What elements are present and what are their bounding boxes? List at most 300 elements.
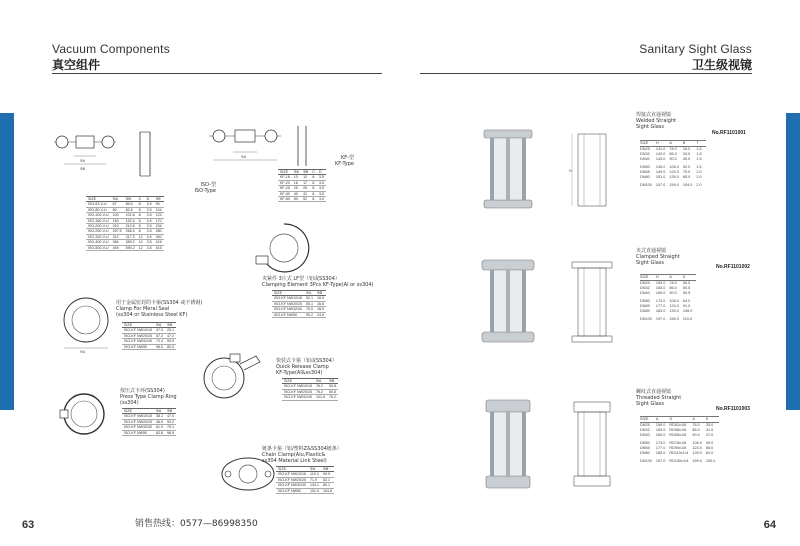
table-cell: 53.2	[166, 419, 174, 424]
table-cell: DN80	[640, 309, 650, 313]
table-cell: 183.0	[655, 309, 666, 313]
table-cell: DN65	[640, 304, 650, 308]
table-cell: RD58x1/6	[669, 428, 687, 432]
table-cell: 3.5	[146, 245, 152, 250]
table-cell: 26	[303, 186, 308, 191]
table-cell: RD95x1/6	[669, 446, 687, 450]
table-cell: DN32	[640, 152, 650, 156]
threaded-caption	[636, 389, 681, 407]
left-page-number: 63	[22, 519, 35, 531]
table-cell: 389.2	[125, 240, 135, 245]
clamped-spec-table	[640, 274, 696, 322]
column-header: ΦE	[155, 197, 161, 201]
table-cell: 70.0	[305, 307, 313, 312]
table-cell: DN100	[640, 317, 652, 321]
table-cell: ISO-100-V-U	[88, 213, 109, 218]
table-cell: RD65x1/6	[669, 433, 687, 437]
clamped-caption-en1: Clamped Straight	[636, 254, 680, 260]
welded-caption-en1: Welded Straight	[636, 118, 677, 124]
table-cell: 8	[312, 180, 315, 185]
table-cell: 67	[112, 202, 117, 207]
column-header: SIZE	[284, 379, 292, 383]
column-header: A	[692, 417, 706, 423]
table-cell: ISO-KF NW50	[124, 344, 147, 349]
table-cell: 38.1	[155, 414, 163, 419]
table-cell: ISO-KF NW20/25	[274, 301, 302, 306]
column-header: SIZE	[124, 323, 132, 327]
table-cell: 52.0	[682, 165, 691, 169]
table-row	[122, 414, 176, 419]
table-row	[122, 430, 176, 435]
table-cell: 2.0	[696, 175, 702, 179]
table-cell: 8	[312, 191, 315, 196]
column-header: ΦB	[303, 170, 309, 174]
table-cell: 3.5	[146, 207, 152, 212]
quick-release-caption-en1: Quick Release Clamp	[276, 364, 329, 370]
table-cell: 197.0	[655, 459, 666, 463]
table-cell: 2.0	[696, 170, 702, 174]
iso-spec-table	[86, 196, 164, 251]
column-header: K	[683, 275, 697, 281]
welded-spec-table	[640, 140, 706, 188]
chain-clamp-caption	[262, 446, 342, 464]
table-cell: 49.0	[705, 441, 714, 445]
clamp-3pc-caption-cn: 夹紧件 3片式 LF型（铝或SS304）	[262, 276, 340, 282]
welded-caption-cn: 焊接式直通视镜	[636, 112, 672, 118]
table-cell: 149.0	[655, 170, 666, 174]
table-cell: 25.0	[705, 423, 714, 427]
press-type-caption-en2: (ss304)	[120, 400, 139, 406]
table-cell: ISO-400-V-U	[88, 240, 109, 245]
table-cell: 99.9	[322, 472, 330, 477]
right-header-rule	[420, 73, 752, 74]
iso-caption	[170, 182, 216, 194]
welded-product-code: No.RF1101001	[712, 130, 746, 136]
table-cell: 257.5	[112, 229, 122, 234]
chain-clamp-caption-cn: 链条卡箍（铝/塑料Z&SS304链条）	[262, 446, 342, 452]
table-row	[640, 317, 696, 322]
table-cell: DN25	[640, 423, 650, 427]
table-cell: 1.5	[696, 152, 702, 156]
table-row	[122, 344, 176, 349]
column-header: B	[683, 141, 697, 147]
table-cell: 90.0	[669, 157, 677, 161]
table-cell: 64.0	[682, 299, 691, 303]
table-cell: 516	[155, 245, 162, 250]
table-cell: 384	[112, 240, 119, 245]
iso-ring-side-view	[132, 128, 168, 178]
table-cell: 80.1	[322, 483, 330, 488]
table-cell: 173.0	[655, 441, 666, 445]
table-cell: 95.2	[305, 312, 313, 317]
table-cell: DN65	[640, 170, 650, 174]
table-cell: 50	[293, 197, 298, 202]
table-cell: 55.1	[305, 301, 313, 306]
column-header: ΦB	[316, 291, 323, 295]
table-cell: 80	[112, 207, 117, 212]
table-cell: 104.0	[682, 183, 693, 187]
column-header: D	[146, 197, 150, 201]
table-cell: 3.5	[146, 240, 152, 245]
table-cell: ISO-250-V-U	[88, 229, 109, 234]
metal-seal-clamp-drawing	[60, 292, 112, 354]
column-header: SIZE	[88, 197, 96, 201]
press-type-spec-table	[122, 408, 176, 436]
clamp-3pc-caption	[262, 276, 373, 288]
kf-spec-table	[278, 169, 326, 202]
table-cell: 75.1	[166, 425, 174, 430]
table-cell: 24.9	[316, 312, 324, 317]
table-cell: DN40	[640, 291, 650, 295]
table-cell: DN32	[640, 286, 650, 290]
table-cell: 106.0	[682, 309, 693, 313]
table-cell: DN40	[640, 433, 650, 437]
table-cell: 177.0	[655, 446, 666, 450]
table-cell: 18.9	[316, 296, 324, 301]
column-header: ΦB	[125, 197, 131, 201]
column-header: SIZE	[124, 409, 132, 413]
table-cell: DN32	[640, 428, 650, 432]
iso-caption-cn: ISO-型	[200, 182, 216, 188]
metal-seal-caption-en1: Clamp For Meral Seal	[116, 306, 170, 312]
table-cell: DN80	[640, 175, 650, 179]
column-header: K	[706, 417, 720, 423]
table-cell: 173.0	[655, 299, 666, 303]
kf-ring-side-view	[290, 122, 320, 168]
table-cell: 139.0	[692, 451, 702, 455]
svg-text:ΦA: ΦA	[241, 155, 247, 159]
column-header: SIZE	[640, 141, 656, 147]
metal-seal-caption-en2: (ss304 or Stainless Steel KF)	[116, 312, 188, 318]
column-header: ΦB	[166, 323, 173, 327]
table-cell: 139.0	[669, 309, 679, 313]
table-cell: 139.0	[669, 175, 679, 179]
table-cell: 50.5	[682, 291, 691, 295]
table-cell: 50.8	[328, 384, 336, 389]
table-cell: 152.4	[125, 218, 135, 223]
table-cell: 197.0	[655, 317, 666, 321]
table-cell: 8	[138, 229, 141, 234]
quick-release-caption-en2: KF-Type(Al&ss304)	[276, 370, 323, 376]
table-cell: 12	[138, 245, 143, 250]
table-cell: 3.5	[318, 186, 324, 191]
table-cell: 169.0	[655, 291, 666, 295]
table-cell: ISO-500-V-U	[88, 245, 109, 250]
table-cell: 16	[293, 180, 298, 185]
metal-seal-caption	[116, 300, 202, 318]
column-header: T	[696, 141, 705, 147]
table-cell: 119.0	[682, 317, 693, 321]
table-cell: ISO-KF NW50	[274, 312, 297, 317]
chain-clamp-spec-table	[276, 466, 334, 494]
table-cell: 12	[303, 175, 308, 180]
table-cell: 1.5	[696, 147, 702, 151]
table-cell: ISO-160-V-U	[88, 218, 109, 223]
chain-clamp-caption-en1: Chain Clamp(Alu,Plastic&	[262, 452, 326, 458]
table-row	[272, 307, 326, 312]
table-cell: RD110x1/4	[669, 451, 689, 455]
column-header: SIZE	[274, 291, 282, 295]
left-side-tab	[0, 113, 14, 410]
iso-ring-drawing	[50, 128, 120, 178]
table-cell: 106.0	[692, 441, 702, 445]
column-header: ΦB	[328, 379, 335, 383]
table-cell: 17	[303, 180, 308, 185]
table-row	[282, 384, 338, 389]
table-cell: 100.0	[705, 459, 716, 463]
column-header: ΦA	[305, 291, 312, 295]
table-cell: ISO-63-V-U	[88, 202, 107, 207]
table-cell: 82.6	[125, 207, 133, 212]
table-cell: ISO-KF NW10/16	[278, 472, 306, 477]
table-cell: DN65	[640, 446, 650, 450]
table-cell: DN25	[640, 281, 650, 285]
table-cell: 12	[138, 240, 143, 245]
kf-caption-cn: KF-型	[341, 155, 354, 161]
table-cell: 85.6	[125, 202, 133, 207]
table-cell: 50.8	[328, 389, 336, 394]
table-cell: 163.0	[655, 286, 666, 290]
table-cell: 106.0	[669, 299, 679, 303]
column-header: SIZE	[278, 467, 286, 471]
table-cell: DN25	[640, 147, 650, 151]
table-cell: KF-25	[280, 186, 290, 191]
welded-sight-glass-photo	[480, 126, 536, 212]
table-cell: 177.0	[655, 304, 666, 308]
right-page-title-cn: 卫生级视镜	[691, 58, 752, 72]
table-cell: 76.2	[315, 389, 323, 394]
welded-caption	[636, 112, 676, 130]
table-cell: 3.5	[146, 234, 152, 239]
table-cell: 72.4	[155, 339, 163, 344]
table-cell: RD78x1/6	[669, 441, 687, 445]
table-cell: 66.0	[705, 446, 714, 450]
table-cell: 95	[155, 202, 160, 207]
table-cell: 8	[138, 207, 141, 212]
table-cell: 159.0	[655, 423, 666, 427]
table-cell: KF-40	[280, 191, 290, 196]
table-cell: 86.0	[669, 152, 677, 156]
table-cell: 100	[112, 213, 119, 218]
table-cell: 157.0	[655, 183, 666, 187]
table-cell: 104.8	[322, 488, 332, 493]
table-cell: ISO-KF NW32/40	[124, 425, 152, 430]
table-row	[276, 472, 334, 477]
table-cell: 8	[138, 218, 141, 223]
column-header: SIZE	[640, 417, 656, 423]
table-row	[122, 339, 176, 344]
iso-caption-en: ISO-Type	[194, 188, 216, 194]
table-row	[282, 395, 338, 400]
table-cell: KF-20	[280, 180, 290, 185]
table-cell: ISO-KF NW20/25	[124, 333, 152, 338]
table-cell: 3.5	[146, 218, 152, 223]
table-cell: 90.0	[669, 291, 677, 295]
kf-caption	[318, 155, 354, 167]
svg-text:H: H	[569, 169, 572, 173]
welded-caption-en2: Sight Glass	[636, 124, 664, 130]
clamp-3pc-spec-table	[272, 290, 326, 318]
column-header: C	[312, 170, 315, 174]
table-cell: 159.0	[692, 459, 702, 463]
table-cell: ISO-KF NW32/40	[278, 483, 306, 488]
table-cell: 31.0	[705, 428, 714, 432]
column-header: D	[318, 170, 322, 174]
table-cell: 115.3	[309, 472, 319, 477]
table-cell: ISO-KF NW20/25	[124, 419, 152, 424]
table-row	[640, 459, 719, 464]
table-cell: 82.8	[155, 430, 163, 435]
table-row	[640, 183, 706, 188]
svg-text:ΦA: ΦA	[80, 159, 86, 163]
table-cell: ISO-KF NW10/16	[284, 384, 312, 389]
press-type-caption-en1: Press Type Clamp Ring	[120, 394, 177, 400]
table-cell: 50.5	[682, 281, 691, 285]
chain-clamp-caption-en2: ss304 Material Link Steel)	[262, 458, 327, 464]
threaded-sight-glass-photo	[480, 398, 536, 490]
table-cell: DN80	[640, 451, 650, 455]
table-cell: 210	[112, 224, 119, 229]
table-cell: 71.9	[309, 477, 317, 482]
table-row	[122, 328, 176, 333]
table-cell: 124.0	[669, 170, 679, 174]
table-cell: 268.4	[125, 229, 135, 234]
column-header: A	[669, 141, 683, 147]
table-cell: 123	[155, 213, 162, 218]
table-cell: ISO-KF NW10/16	[124, 328, 152, 333]
table-row	[86, 245, 164, 250]
table-cell: 150	[112, 218, 119, 223]
table-cell: 1.5	[696, 157, 702, 161]
svg-text:ΦA: ΦA	[80, 350, 86, 354]
table-cell: 78.0	[692, 423, 700, 427]
table-cell: ISO-KF NW32/40	[284, 395, 312, 400]
column-header: ΦA	[315, 379, 322, 383]
table-cell: 47.0	[166, 414, 174, 419]
table-row	[276, 483, 334, 488]
left-page-title-cn: 真空组件	[52, 58, 101, 72]
table-cell: 8	[312, 197, 315, 202]
table-cell: 41	[303, 191, 308, 196]
table-cell: 183.0	[655, 451, 666, 455]
column-header: SIZE	[280, 170, 288, 174]
table-cell: 159.0	[669, 317, 679, 321]
table-cell: 37.0	[705, 433, 714, 437]
right-page-title-en: Sanitary Sight Glass	[639, 42, 752, 56]
quick-release-spec-table	[282, 378, 338, 401]
table-cell: 317.3	[125, 234, 135, 239]
table-cell: 16.6	[316, 301, 324, 306]
table-cell: 280	[155, 229, 162, 234]
threaded-caption-en1: Threaded Straight	[636, 395, 682, 401]
table-cell: ISO-KF NW50	[278, 488, 301, 493]
table-cell: KF-50	[280, 197, 290, 202]
table-cell: 76.2	[315, 384, 323, 389]
table-cell: 145.0	[655, 165, 666, 169]
table-cell: 234	[155, 224, 162, 229]
table-cell: ISO-KF NW32/40	[274, 307, 302, 312]
table-cell: ISO-KF NW32/40	[124, 339, 152, 344]
table-cell: 143.0	[655, 157, 666, 161]
table-cell: 50.5	[682, 286, 691, 290]
table-cell: 70.0	[682, 170, 691, 174]
column-header: ΦB	[322, 467, 329, 471]
table-cell: 98.9	[166, 430, 174, 435]
table-cell: 101.6	[125, 213, 135, 218]
table-cell: ISO-KF NW20/25	[278, 477, 306, 482]
table-cell: 212.6	[125, 224, 135, 229]
table-cell: 163.0	[655, 428, 666, 432]
column-header: H	[656, 141, 670, 147]
sales-hotline: 销售热线：0577—86998350	[135, 519, 258, 529]
quick-release-caption	[276, 358, 337, 376]
threaded-technical-drawing	[566, 400, 618, 488]
table-cell: 2.0	[696, 183, 702, 187]
welded-technical-drawing	[568, 128, 616, 212]
table-cell: 8	[138, 202, 141, 207]
table-cell: 3.5	[146, 224, 152, 229]
table-cell: 169.0	[655, 433, 666, 437]
table-cell: ISO-320-V-U	[88, 234, 109, 239]
column-header: ΦA	[155, 323, 162, 327]
table-cell: 25.1	[166, 328, 174, 333]
table-cell: ISO-KF NW10/16	[274, 296, 302, 301]
table-cell: 25	[293, 186, 298, 191]
table-cell: DN40	[640, 157, 650, 161]
table-cell: DN50	[640, 299, 650, 303]
table-cell: 90.0	[692, 433, 700, 437]
table-row	[276, 477, 334, 482]
table-row	[122, 333, 176, 338]
clamped-sight-glass-photo	[480, 256, 536, 346]
table-cell: DN100	[640, 459, 652, 463]
table-cell: 10	[293, 175, 298, 180]
table-cell: 46.9	[155, 419, 163, 424]
clamped-caption-cn: 夹式直通视镜	[636, 248, 667, 254]
table-row	[272, 296, 326, 301]
clamped-caption	[636, 248, 680, 266]
clamp-3pc-drawing	[252, 220, 316, 274]
table-cell: 416	[155, 240, 162, 245]
table-cell: 312	[112, 234, 119, 239]
table-cell: 3.5	[146, 202, 152, 207]
table-row	[276, 488, 334, 493]
table-cell: 124.0	[669, 304, 679, 308]
table-cell: 124.0	[692, 446, 702, 450]
press-type-caption	[120, 388, 177, 406]
column-header: ΦA	[112, 197, 118, 201]
table-cell: 61.9	[155, 425, 163, 430]
table-cell: 3.5	[318, 197, 324, 202]
threaded-caption-cn: 螺纹式直通视镜	[636, 389, 672, 395]
column-header: C	[138, 197, 142, 201]
right-page-number: 64	[763, 519, 776, 531]
table-cell: RD130x1/4	[669, 459, 689, 463]
table-cell: DN100	[640, 183, 652, 187]
column-header: ΦA	[293, 170, 300, 174]
table-cell: ISO-200-V-U	[88, 224, 109, 229]
press-clamp-drawing	[58, 386, 110, 442]
press-type-caption-cn: 按压式卡环(SS304)	[120, 388, 165, 394]
table-cell: 141.0	[655, 147, 666, 151]
table-cell: 151.9	[309, 488, 319, 493]
table-cell: 34.0	[682, 152, 691, 156]
table-cell: 40	[293, 191, 298, 196]
clamped-caption-en2: Sight Glass	[636, 260, 664, 266]
threaded-caption-en2: Sight Glass	[636, 401, 664, 407]
column-header: ΦA	[309, 467, 316, 471]
table-cell: 96.0	[155, 344, 163, 349]
